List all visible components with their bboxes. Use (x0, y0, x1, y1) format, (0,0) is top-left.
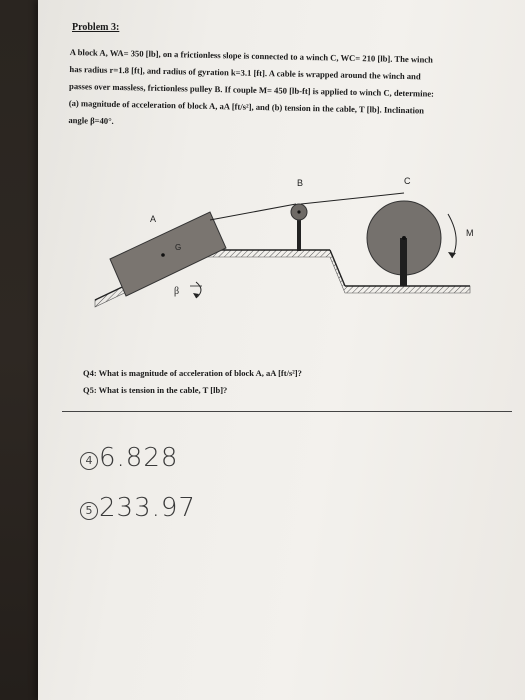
problem-line: has radius r=1.8 [ft], and radius of gyration k=3.1 [ft]. A cable is wrapped around the winch and (69, 63, 421, 82)
divider-line (62, 411, 512, 412)
answer-4-number: 4 (80, 452, 98, 470)
label-c: C (404, 176, 411, 186)
step-edge (330, 250, 345, 286)
cable-segment (210, 204, 296, 220)
winch-hub (402, 236, 406, 240)
block-a (110, 212, 226, 296)
label-g: G (175, 243, 182, 252)
problem-line: angle β=40°. (68, 114, 114, 126)
question-4: Q4: What is magnitude of acceleration of block A, aA [ft/s²]? (83, 368, 302, 378)
winch-stand (400, 238, 407, 286)
answer-5-number: 5 (80, 502, 98, 520)
label-b: B (297, 178, 304, 188)
label-a: A (150, 214, 157, 224)
cable-segment (301, 193, 404, 204)
label-beta: β (174, 286, 180, 297)
center-of-gravity-dot (161, 253, 165, 257)
question-5: Q5: What is tension in the cable, T [lb]? (83, 385, 228, 395)
pulley-hub (297, 210, 300, 213)
couple-m-arrow (448, 214, 456, 258)
problem-line: passes over massless, frictionless pulley B. If couple M= 450 [lb-ft] is applied to winch C, determine: (69, 80, 435, 99)
problem-title: Problem 3: (72, 22, 120, 33)
label-m: M (466, 228, 474, 238)
problem-line: A block A, WA= 350 [lb], on a frictionless slope is connected to a winch C, WC= 210 [lb]. The winch (69, 46, 433, 65)
couple-m-arrowhead (448, 252, 456, 258)
answer-5-value: 233.97 (99, 493, 196, 523)
answer-4-value: 6.828 (99, 443, 179, 473)
problem-line: (a) magnitude of acceleration of block A, aA [ft/s²], and (b) tension in the cable, T [lb]. Inclination (68, 97, 425, 116)
